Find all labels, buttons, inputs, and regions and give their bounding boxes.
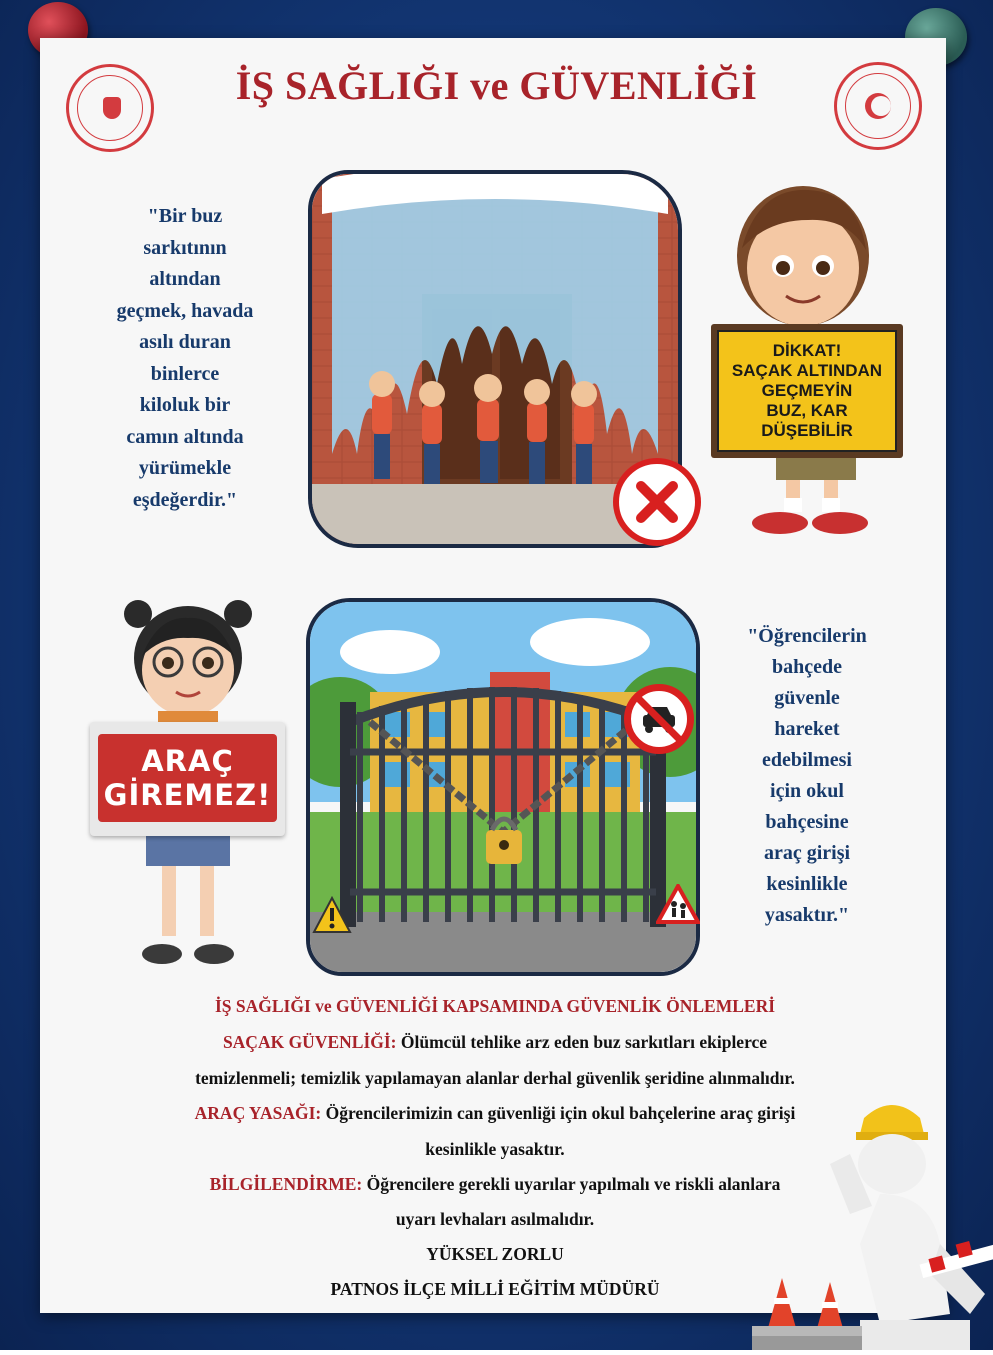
measures-heading: İŞ SAĞLIĞI ve GÜVENLİĞİ KAPSAMINDA GÜVENLİK ÖNLEMLERİ (214, 996, 776, 1016)
locked-school-gate-illustration (306, 598, 700, 976)
measure-vehicle-ban-cont: kesinlikle yasaktır. (425, 1139, 565, 1159)
measure-informing-cont: uyarı levhaları asılmalıdır. (395, 1209, 595, 1229)
poster-title: İŞ SAĞLIĞI ve GÜVENLİĞİ (235, 63, 758, 108)
icicle-quote: "Bir buz sarkıtının altından geçmek, havada asılı duran binlerce kiloluk bir camın altında yürümekle eşdeğerdir." (116, 205, 254, 511)
no-cars-icon (624, 684, 694, 754)
measure-eaves-cont: temizlenmeli; temizlik yapılamayan alanlar derhal güvenlik şeridine alınmalıdır. (195, 1068, 795, 1088)
warning-triangle-icon (312, 896, 352, 936)
children-crossing-icon (656, 884, 700, 926)
measure-vehicle-ban: ARAÇ YASAĞI: Öğrencilerimizin can güvenliği için okul bahçelerine araç girişi (194, 1103, 796, 1123)
traffic-cones (752, 1268, 862, 1350)
no-vehicles-sign: ARAÇ GİREMEZ! (90, 722, 285, 836)
safety-measures-block (100, 996, 890, 1306)
gate-quote: "Öğrencilerin bahçede güvenle hareket edebilmesi için okul bahçesine araç girişi kesinlikle yasaktır." (747, 625, 867, 926)
prohibited-x-icon (613, 458, 701, 546)
signer-name: YÜKSEL ZORLU (426, 1244, 564, 1264)
danger-warning-sign: DİKKAT! SAÇAK ALTINDAN GEÇMEYİN BUZ, KAR DÜŞEBİLİR (711, 324, 903, 458)
signer-title: PATNOS İLÇE MİLLİ EĞİTİM MÜDÜRÜ (330, 1279, 660, 1299)
measure-informing: BİLGİLENDİRME: Öğrencilere gerekli uyarılar yapılmalı ve riskli alanlara (209, 1174, 781, 1194)
measure-eaves: SAÇAK GÜVENLİĞİ: Ölümcül tehlike arz eden buz sarkıtları ekiplerce (222, 1032, 768, 1052)
